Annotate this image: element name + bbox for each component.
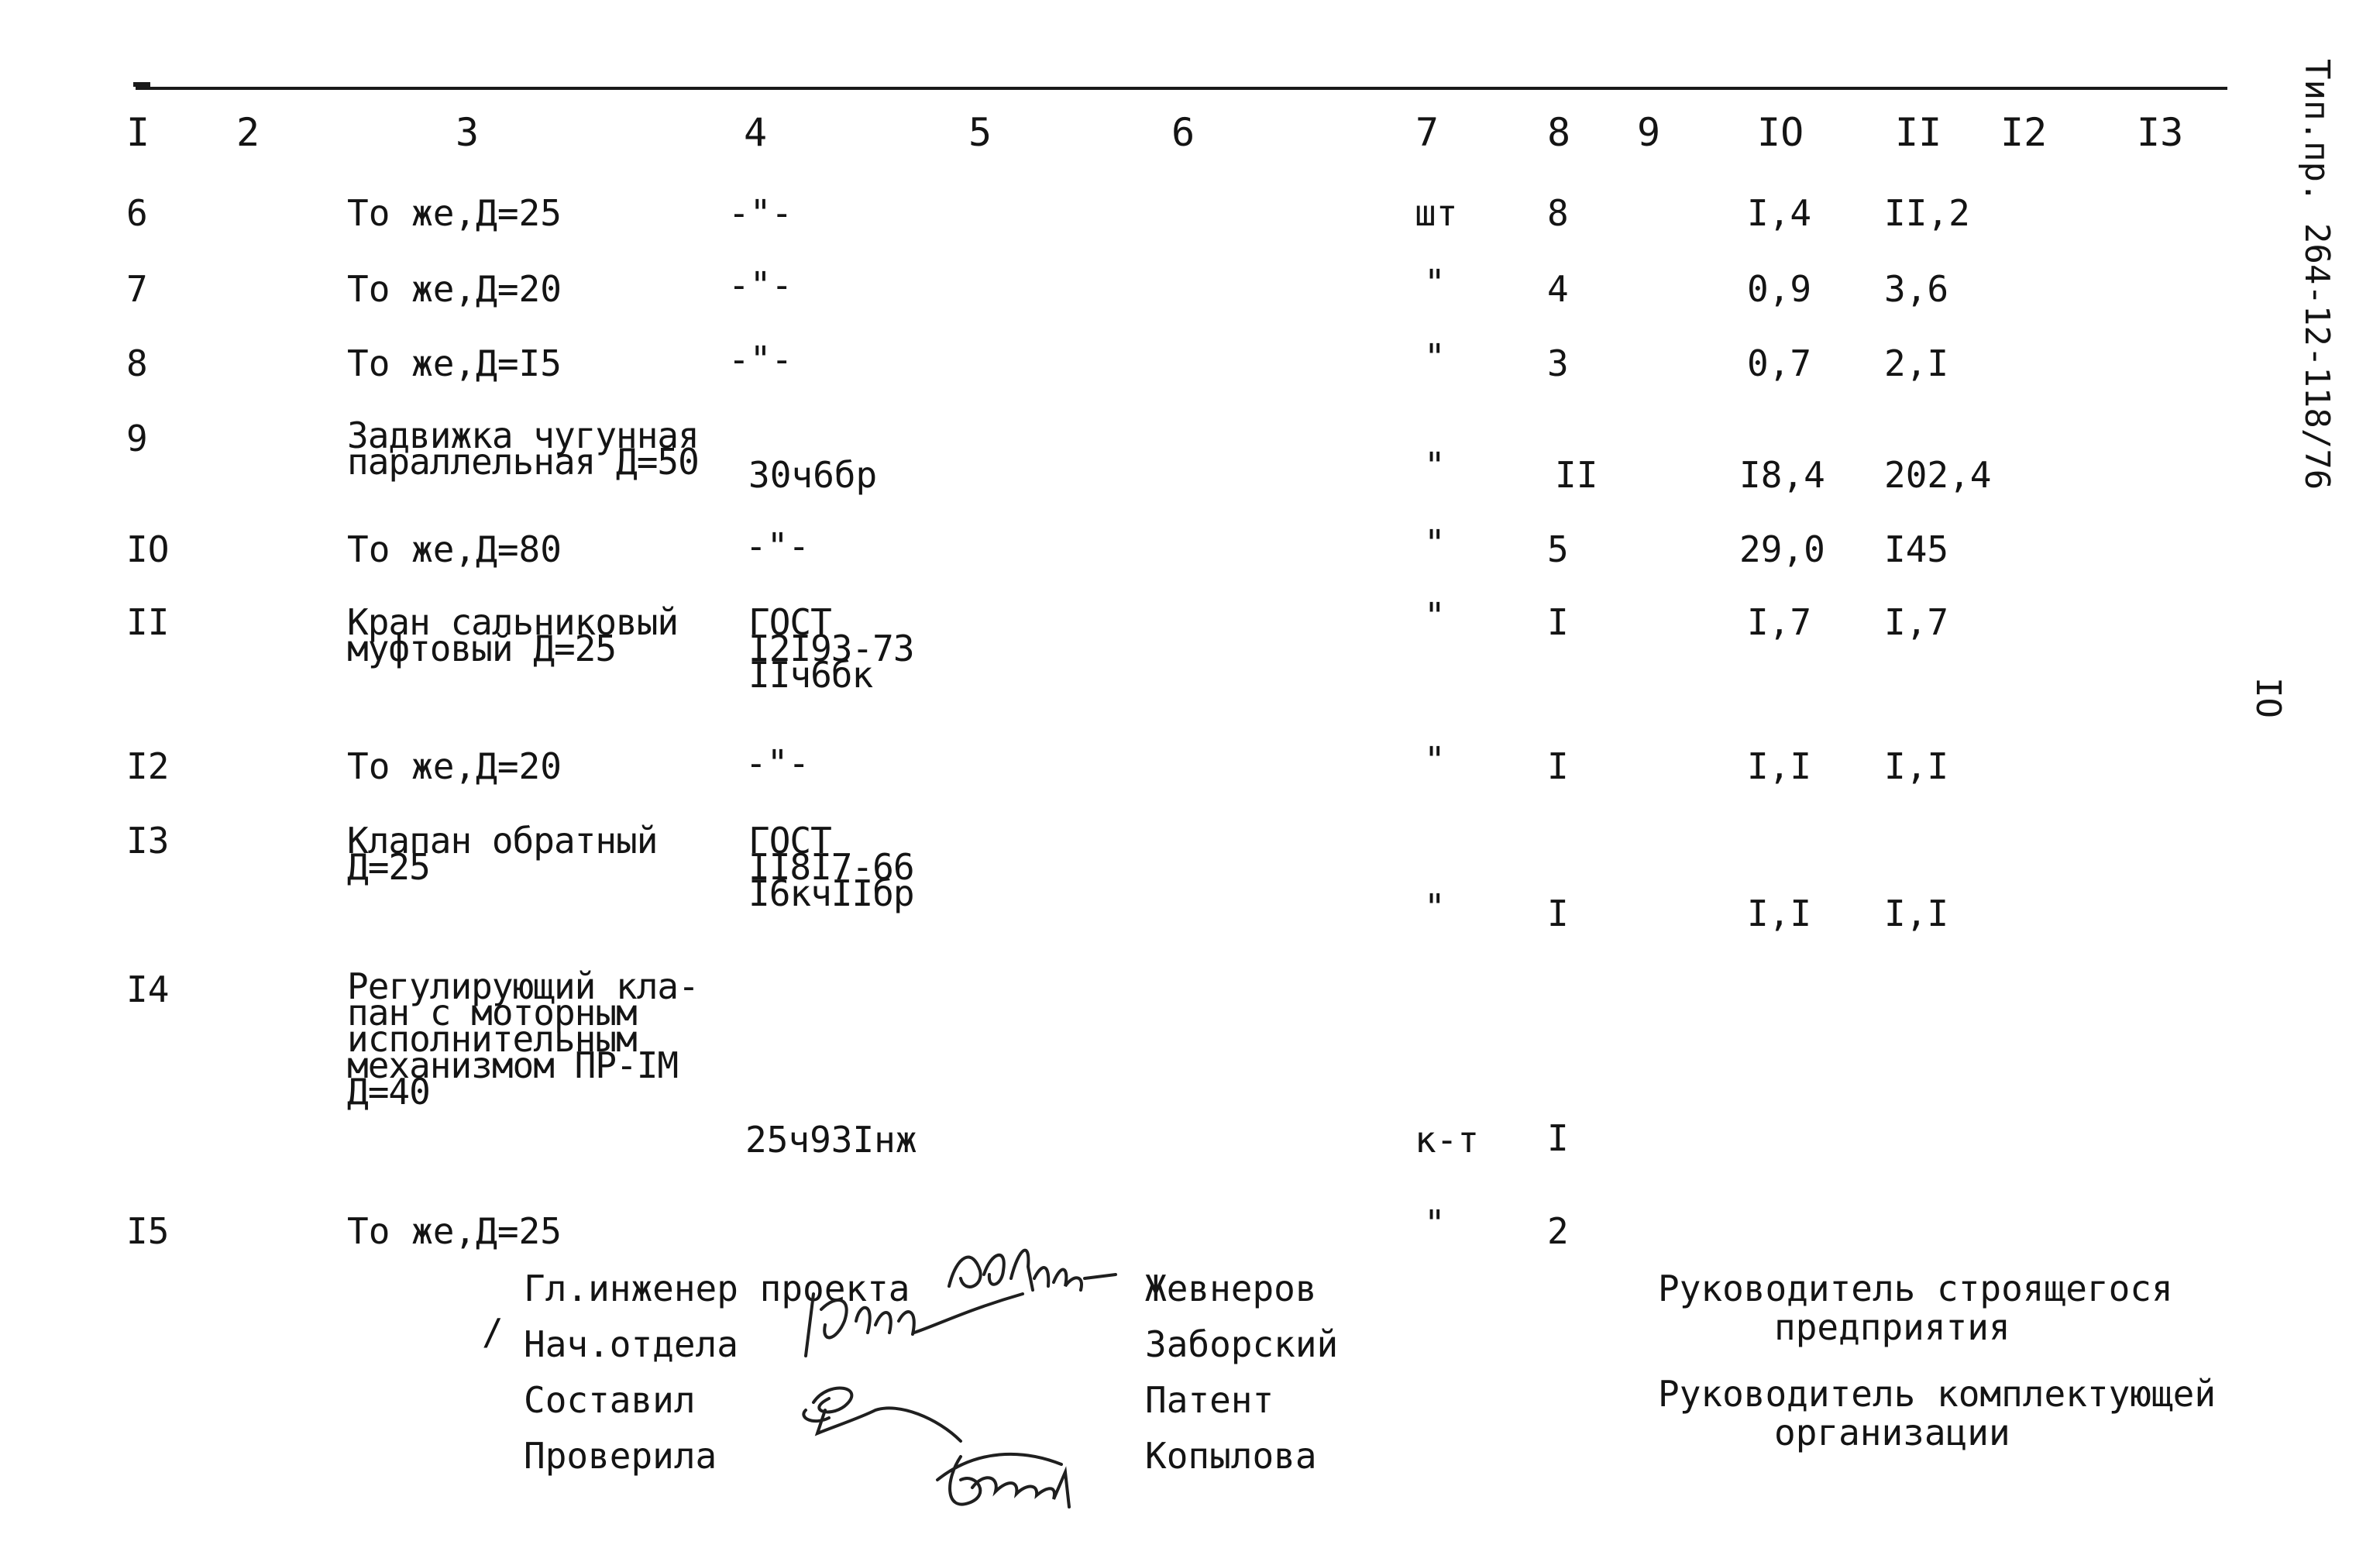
row-num: I3 [126, 820, 170, 862]
row-name: Кран сальниковый муфтовый Д=25 [347, 601, 679, 669]
row-num: I4 [126, 968, 170, 1010]
page-number: IO [2248, 677, 2288, 718]
col-header-5: 5 [968, 110, 992, 155]
document-code: Тип.пр. 264-12-118/76 [2297, 59, 2337, 490]
top-rule [136, 87, 2227, 90]
row-total-mass: 202,4 [1884, 454, 1992, 496]
row-unit: " [1424, 886, 1446, 928]
col-header-1: I [126, 110, 150, 155]
row-mark: 30ч6бр [748, 454, 878, 496]
row-num: IO [126, 528, 170, 570]
row-name: То же,Д=I5 [347, 342, 562, 384]
row-unit: " [1424, 1202, 1446, 1244]
row-qty: 3 [1547, 342, 1569, 384]
row-num: 6 [126, 192, 148, 234]
row-qty: 8 [1547, 192, 1569, 234]
col-header-11: II [1895, 110, 1942, 155]
approval-title: Руководитель строящегося [1658, 1268, 2173, 1309]
row-name: То же,Д=25 [347, 192, 562, 234]
row-num: II [126, 601, 170, 643]
col-header-12: I2 [2000, 110, 2048, 155]
approval-subtitle: организации [1774, 1412, 2010, 1454]
row-unit: к-т [1415, 1119, 1480, 1161]
row-mark: ГОСТ I2I93-73 IIч6бк [748, 601, 914, 696]
row-unit-mass: 0,9 [1747, 268, 1812, 310]
row-total-mass: I45 [1884, 528, 1949, 570]
row-unit-mass: 29,0 [1739, 528, 1825, 570]
row-unit-mass: I,I [1747, 893, 1812, 934]
row-unit-mass: 0,7 [1747, 342, 1812, 384]
col-header-10: IO [1757, 110, 1804, 155]
approval-title: Руководитель комплектующей [1658, 1373, 2217, 1415]
signature-name: Заборский [1145, 1323, 1339, 1365]
approval-subtitle: предприятия [1774, 1306, 2010, 1348]
row-name: Задвижка чугунная параллельная Д=50 [347, 415, 699, 483]
row-qty: 2 [1547, 1210, 1569, 1252]
row-unit: " [1424, 522, 1446, 564]
row-qty: I [1547, 745, 1569, 787]
row-name: То же,Д=20 [347, 745, 562, 787]
col-header-9: 9 [1637, 110, 1661, 155]
row-mark: -"- [728, 264, 793, 306]
row-total-mass: 3,6 [1884, 268, 1949, 310]
signature-role: Гл.инженер проекта [524, 1268, 910, 1309]
row-total-mass: II,2 [1884, 192, 1970, 234]
col-header-6: 6 [1171, 110, 1195, 155]
row-num: I2 [126, 745, 170, 787]
row-qty: 5 [1547, 528, 1569, 570]
margin-slash-mark: / [482, 1311, 504, 1353]
handwritten-signature [790, 1278, 1038, 1371]
row-num: I5 [126, 1210, 170, 1252]
row-unit: " [1424, 262, 1446, 304]
row-qty: I [1547, 893, 1569, 934]
row-mark: -"- [728, 192, 793, 234]
row-qty: I [1547, 601, 1569, 643]
row-total-mass: I,I [1884, 893, 1949, 934]
row-unit-mass: I,4 [1747, 192, 1812, 234]
row-unit-mass: I,7 [1747, 601, 1812, 643]
row-total-mass: I,I [1884, 745, 1949, 787]
row-qty: I [1547, 1117, 1569, 1159]
col-header-4: 4 [744, 110, 768, 155]
row-unit: " [1424, 739, 1446, 781]
row-mark: ГОСТ II8I7-66 I6кчIIбр [748, 820, 914, 914]
row-num: 8 [126, 342, 148, 384]
signature-role: Проверила [524, 1435, 717, 1477]
row-mark: 25ч93Iнж [745, 1119, 917, 1161]
row-unit: " [1424, 445, 1446, 487]
col-header-13: I3 [2137, 110, 2184, 155]
row-name: То же,Д=80 [347, 528, 562, 570]
col-header-7: 7 [1415, 110, 1439, 155]
row-qty: 4 [1547, 268, 1569, 310]
row-total-mass: I,7 [1884, 601, 1949, 643]
row-num: 9 [126, 418, 148, 459]
row-num: 7 [126, 268, 148, 310]
handwritten-signature [930, 1433, 1108, 1526]
row-unit: " [1424, 336, 1446, 378]
signature-name: Жевнеров [1145, 1268, 1317, 1309]
signature-name: Патент [1145, 1379, 1274, 1421]
row-qty: II [1555, 454, 1598, 496]
col-header-3: 3 [456, 110, 480, 155]
row-unit-mass: I,I [1747, 745, 1812, 787]
row-unit: шт [1415, 192, 1458, 234]
row-mark: -"- [728, 339, 793, 380]
col-header-8: 8 [1547, 110, 1571, 155]
row-name: То же,Д=20 [347, 268, 562, 310]
row-unit-mass: I8,4 [1739, 454, 1825, 496]
row-unit: " [1424, 595, 1446, 637]
row-total-mass: 2,I [1884, 342, 1949, 384]
signature-name: Копылова [1145, 1435, 1317, 1477]
row-name: Клапан обратный Д=25 [347, 820, 658, 888]
signature-role: Составил [524, 1379, 696, 1421]
row-name: То же,Д=25 [347, 1210, 562, 1252]
row-mark: -"- [745, 742, 810, 784]
signature-role: Нач.отдела [524, 1323, 738, 1365]
col-header-2: 2 [236, 110, 260, 155]
row-name: Регулирующий кла- пан с моторным исполнительным механизмом ПР-IМ Д=40 [347, 965, 699, 1113]
row-mark: -"- [745, 525, 810, 567]
